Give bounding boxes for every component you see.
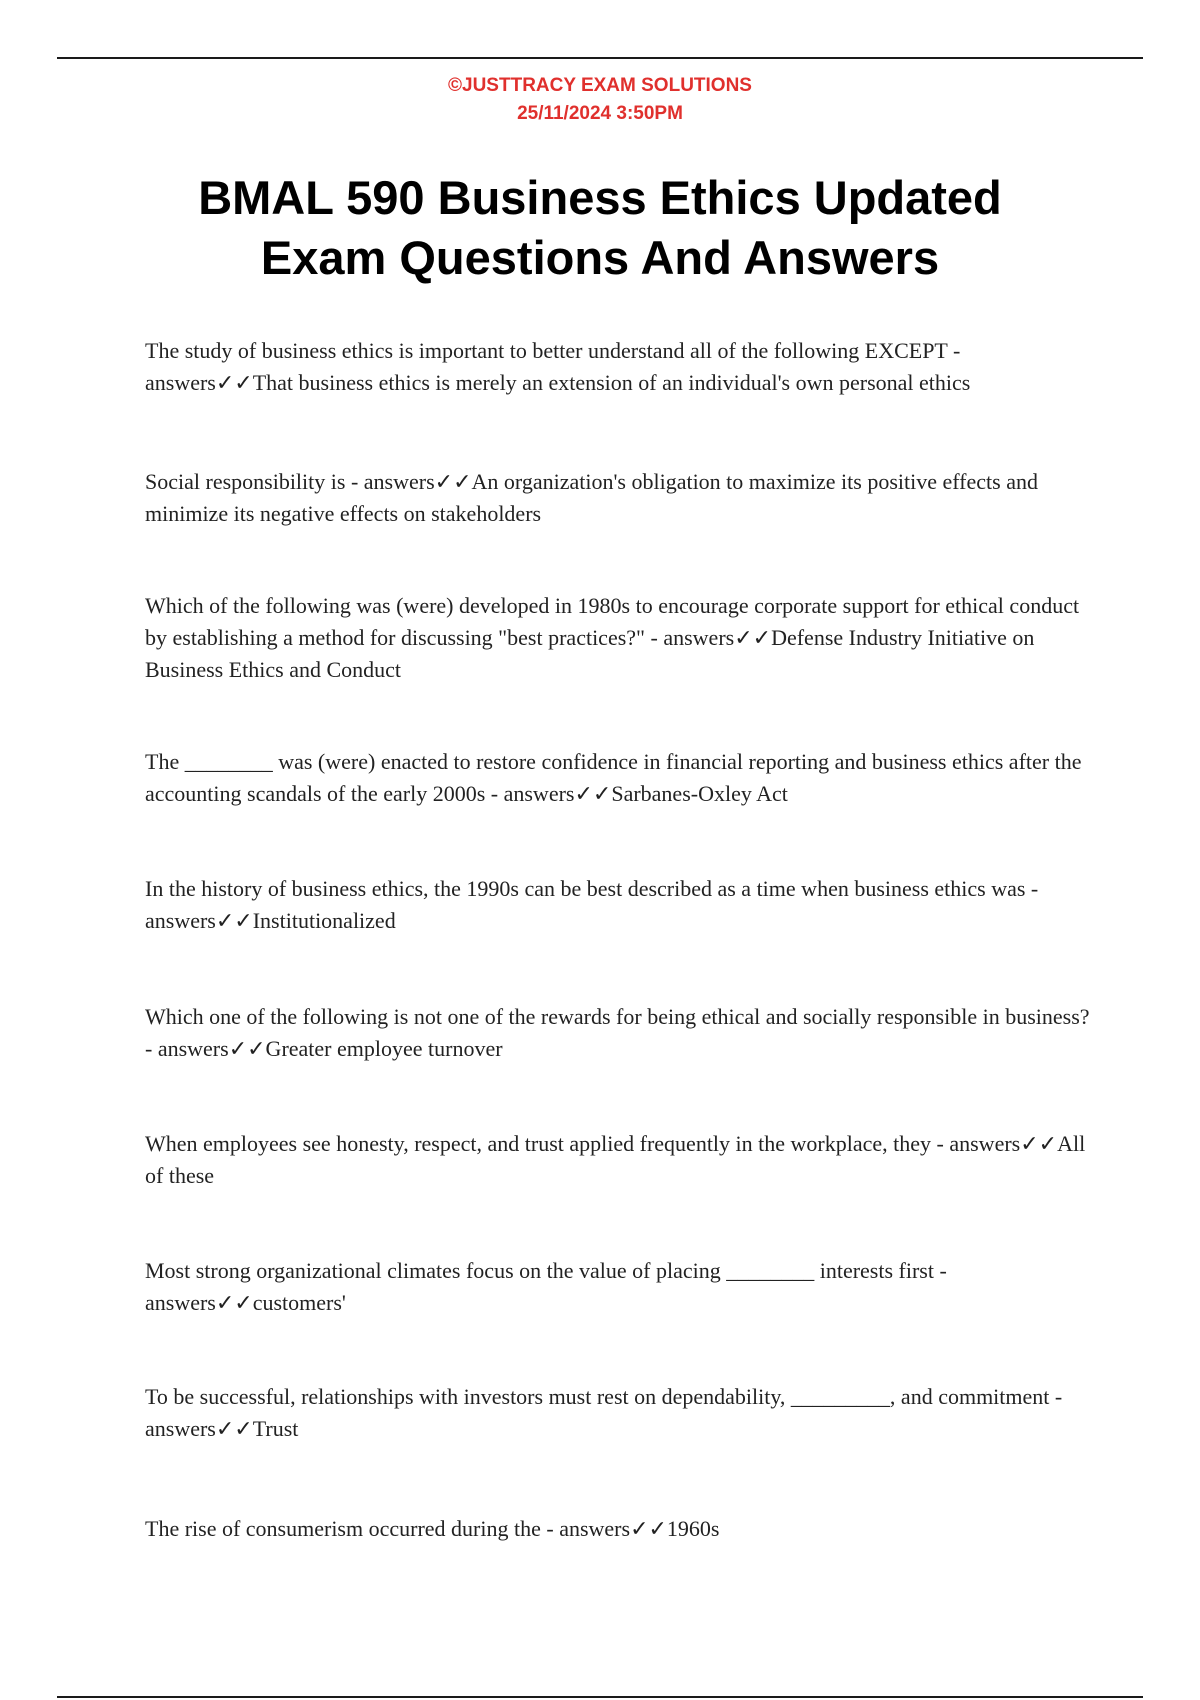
document-title (0, 168, 1200, 288)
qa-item-6: Which one of the following is not one of the rewards for being ethical and socially responsible in business? - answers✓✓Greater employee turnover (145, 1004, 1090, 1061)
title-line-2: Exam Questions And Answers (260, 231, 940, 284)
document-header (0, 72, 1200, 128)
qa-item-10: The rise of consumerism occurred during the - answers✓✓1960s (145, 1516, 720, 1541)
qa-item-2: Social responsibility is - answers✓✓An organization's obligation to maximize its positive effects and minimize its negative effects on stakeholders (145, 469, 1038, 526)
title-line-1: BMAL 590 Business Ethics Updated (198, 171, 1002, 224)
top-divider (57, 57, 1143, 59)
qa-item-1: The study of business ethics is important to better understand all of the following EXCEPT - answers✓✓That business ethics is merely an extension of an individual's own personal ethics (145, 338, 971, 395)
qa-item-9: To be successful, relationships with investors must rest on dependability, _________, and commitment - answers✓✓Trust (145, 1384, 1063, 1441)
qa-item-8: Most strong organizational climates focus on the value of placing ________ interests first - answers✓✓customers' (145, 1258, 947, 1315)
bottom-divider (57, 1696, 1143, 1698)
timestamp: 25/11/2024 3:50PM (517, 103, 683, 124)
qa-item-5: In the history of business ethics, the 1990s can be best described as a time when business ethics was - answers✓✓Institutionalized (145, 876, 1039, 933)
qa-item-3: Which of the following was (were) developed in 1980s to encourage corporate support for ethical conduct by establishing a method for discussing "best practices?" - answers✓✓Defense Industry Initiative on Business Ethics and Conduct (145, 593, 1080, 682)
qa-item-4: The ________ was (were) enacted to restore confidence in financial reporting and business ethics after the accounting scandals of the early 2000s - answers✓✓Sarbanes-Oxley Act (145, 749, 1082, 806)
copyright-notice: ©JUSTTRACY EXAM SOLUTIONS (448, 75, 752, 96)
qa-item-7: When employees see honesty, respect, and trust applied frequently in the workplace, they - answers✓✓All of these (145, 1131, 1086, 1188)
